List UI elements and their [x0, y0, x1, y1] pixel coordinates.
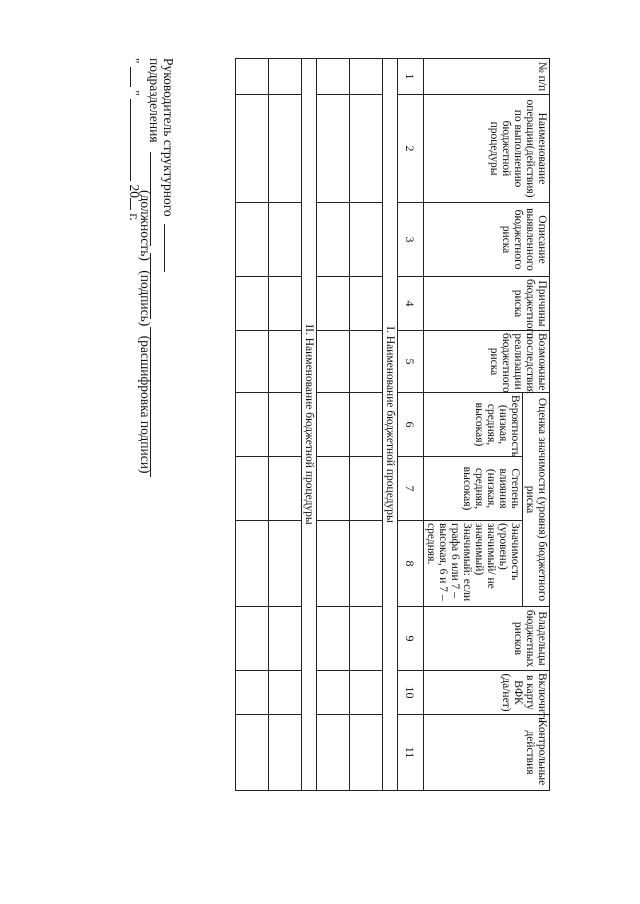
col-number: 4 [398, 277, 424, 331]
table-cell [350, 607, 383, 671]
table-cell [350, 457, 383, 521]
table-cell [350, 393, 383, 457]
table-cell [317, 59, 350, 95]
table-row [350, 59, 383, 791]
day-blank [130, 67, 142, 87]
col-number: 3 [398, 203, 424, 277]
table-row [236, 59, 269, 791]
month-blank [130, 99, 142, 181]
budget-risk-table [235, 58, 550, 791]
header-probability: Вероятность (низкая, средняя, высокая) [424, 393, 523, 457]
signature-captions [138, 190, 152, 473]
header-control-actions: Контрольные действия [424, 715, 550, 791]
date-close-quote: " [127, 90, 142, 96]
col-number: 7 [398, 457, 424, 521]
table-cell [236, 203, 269, 277]
col-number: 9 [398, 607, 424, 671]
table-cell [350, 521, 383, 607]
table-cell [317, 715, 350, 791]
table-cell [269, 393, 302, 457]
table-cell [236, 715, 269, 791]
table-cell [269, 607, 302, 671]
table-cell [269, 59, 302, 95]
table-cell [350, 671, 383, 715]
header-number: № п/п [424, 59, 550, 95]
col-number: 2 [398, 95, 424, 203]
table-cell [236, 277, 269, 331]
header-risk-description: Описание выявленного бюджетного риска [424, 203, 550, 277]
table-row [317, 59, 350, 791]
header-significance-group: Оценка значимости (уровня) бюджетного риска [523, 393, 550, 607]
header-include-vfk: Включить в карту ВФК (да/нет) [424, 671, 550, 715]
table-cell [236, 331, 269, 393]
header-risk-owners: Владельцы бюджетных рисков [424, 607, 550, 671]
col-number: 8 [398, 521, 424, 607]
table-row [269, 59, 302, 791]
signature-title-1: Руководитель структурного [161, 58, 176, 217]
table-cell [269, 671, 302, 715]
table-cell [317, 521, 350, 607]
section-row [383, 59, 398, 791]
col-number: 11 [398, 715, 424, 791]
header-risk-causes: Причины бюджетного риска [424, 277, 550, 331]
table-cell [236, 671, 269, 715]
position-caption: (должность) [138, 190, 153, 261]
column-number-row [398, 59, 424, 791]
header-operation-name: Наименование операции(действия) по выполнению бюджетной процедуры [424, 95, 550, 203]
table-cell [269, 95, 302, 203]
table-cell [350, 715, 383, 791]
table-cell [269, 715, 302, 791]
date-year-suffix: г. [127, 213, 142, 221]
table-cell [350, 95, 383, 203]
table-cell [350, 277, 383, 331]
table-cell [236, 521, 269, 607]
table-cell [317, 277, 350, 331]
table-cell [269, 203, 302, 277]
table-cell [350, 203, 383, 277]
table-cell [317, 393, 350, 457]
col-number: 6 [398, 393, 424, 457]
section-2-title: II. Наименование бюджетной процедуры [302, 59, 317, 791]
header-significance: Значимость (уровень) значимый/ не значимый) Значимый: если графа 6 или 7 – высокая, 6 и 7 – средняя. [424, 521, 523, 607]
table-cell [350, 331, 383, 393]
table-cell [317, 203, 350, 277]
section-1-title: I. Наименование бюджетной процедуры [383, 59, 398, 791]
decoding-caption: (расшифровка подписи) [138, 335, 153, 474]
table-cell [236, 457, 269, 521]
signature-caption: (подпись) [138, 270, 153, 327]
year-blank [130, 198, 142, 210]
section-row [302, 59, 317, 791]
table-cell [317, 671, 350, 715]
date-open-quote: " [127, 58, 142, 64]
table-cell [236, 59, 269, 95]
signature-title-2: подразделения [147, 58, 162, 143]
table-cell [317, 95, 350, 203]
header-row-top [523, 59, 550, 791]
table-cell [317, 607, 350, 671]
table-cell [350, 59, 383, 95]
table-cell [269, 521, 302, 607]
table-cell [269, 277, 302, 331]
signature-line-1 [161, 58, 176, 272]
table-cell [236, 393, 269, 457]
table-cell [269, 331, 302, 393]
col-number: 1 [398, 59, 424, 95]
date-line [127, 58, 142, 221]
table-cell [317, 331, 350, 393]
table-cell [236, 607, 269, 671]
col-number: 5 [398, 331, 424, 393]
table-cell [317, 457, 350, 521]
header-consequences: Возможные последствия реализации бюджетного риска [424, 331, 550, 393]
header-impact: Степень влияния (низкая, средняя, высокая) [424, 457, 523, 521]
col-number: 10 [398, 671, 424, 715]
table-cell [269, 457, 302, 521]
date-year-prefix: 20 [127, 184, 142, 199]
blank-line [164, 224, 176, 272]
table-cell [236, 95, 269, 203]
